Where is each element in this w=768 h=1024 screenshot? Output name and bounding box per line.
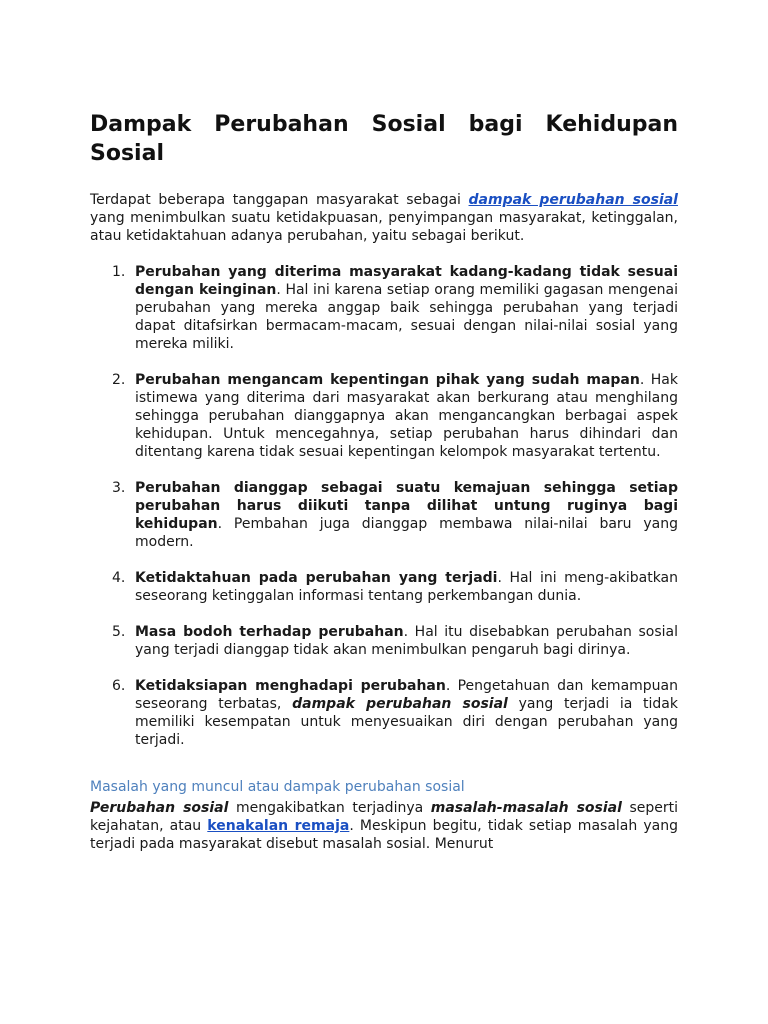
closing-paragraph — [90, 799, 678, 853]
list-item — [112, 677, 678, 749]
closing-text-1: mengakibatkan terjadinya — [228, 800, 431, 816]
document-title — [90, 110, 678, 168]
list-item-heading: Perubahan yang diterima masyarakat kadang-kadang tidak sesuai dengan keinginan — [135, 264, 678, 298]
list-item-text: . Hal ini karena setiap orang memiliki gagasan mengenai perubahan yang mereka anggap baik sehingga perubahan yang terjadi dapat ditafsirkan bermacam-macam, sesuai dengan nilai-nilai sosial yang mereka miliki. — [135, 282, 679, 352]
title-line-1: Dampak Perubahan Sosial bagi Kehidupan — [90, 112, 678, 137]
list-item-number: 2. — [112, 372, 126, 388]
list-item — [112, 623, 678, 659]
closing-emphasis-1: Perubahan sosial — [90, 800, 229, 816]
list-item-text: . Hal itu disebabkan perubahan sosial yang terjadi dianggap tidak akan menimbulkan pengaruh bagi dirinya. — [135, 624, 678, 658]
list-item-emphasis: dampak perubahan sosial — [292, 696, 508, 712]
list-item-number: 3. — [112, 480, 126, 496]
intro-text-before: Terdapat beberapa tanggapan masyarakat sebagai — [90, 192, 469, 208]
list-item-heading: Ketidaktahuan pada perubahan yang terjadi — [135, 570, 498, 586]
list-item-number: 1. — [112, 264, 126, 280]
list-item — [112, 371, 678, 461]
dampak-perubahan-sosial-link[interactable]: dampak perubahan sosial — [468, 192, 678, 208]
closing-text-2: seperti kejahatan, atau — [90, 800, 678, 834]
closing-emphasis-2: masalah-masalah sosial — [430, 800, 622, 816]
intro-text-after: yang menimbulkan suatu ketidakpuasan, penyimpangan masyarakat, ketinggalan, atau ketidaktahuan adanya perubahan, yaitu sebagai berikut. — [90, 210, 678, 244]
list-item-text: . Pembahan juga dianggap membawa nilai-nilai baru yang modern. — [135, 516, 678, 550]
closing-text-3: . Meskipun begitu, tidak setiap masalah yang terjadi pada masyarakat disebut masalah sosial. Menurut — [90, 818, 678, 852]
title-line-2: Sosial — [90, 141, 164, 166]
intro-paragraph — [90, 191, 678, 245]
list-item-number: 6. — [112, 678, 126, 694]
list-item — [112, 263, 679, 353]
list-item-heading: Ketidaksiapan menghadapi perubahan — [135, 678, 446, 694]
list-item — [112, 479, 678, 551]
list-item-heading: Perubahan dianggap sebagai suatu kemajuan sehingga setiap perubahan harus diikuti tanpa dilihat untung ruginya bagi kehidupan — [135, 480, 678, 532]
list-item-heading: Masa bodoh terhadap perubahan — [135, 624, 404, 640]
list-item-text: . Hal ini meng-akibatkan seseorang ketinggalan informasi tentang perkembangan dunia. — [135, 570, 679, 604]
list-item-number: 4. — [112, 570, 126, 586]
impact-list — [90, 263, 678, 749]
kenakalan-remaja-link[interactable]: kenakalan remaja — [207, 818, 350, 834]
list-item-text-before: . Pengetahuan dan kemampuan seseorang terbatas, — [135, 678, 678, 712]
list-item-number: 5. — [112, 624, 126, 640]
section-subheading: Masalah yang muncul atau dampak perubahan sosial — [90, 779, 465, 795]
list-item-text-after: yang terjadi ia tidak memiliki kesempatan untuk menyesuaikan diri dengan perubahan yang terjadi. — [135, 696, 678, 748]
list-item-heading: Perubahan mengancam kepentingan pihak yang sudah mapan — [135, 372, 640, 388]
list-item-text: . Hak istimewa yang diterima dari masyarakat akan berkurang atau menghilang sehingga perubahan dianggapnya akan mengancangkan berbagai aspek kehidupan. Untuk mencegahnya, setiap perubahan harus dihindari dan ditentang karena tidak sesuai kepentingan kelompok masyarakat tertentu. — [135, 372, 678, 460]
list-item — [112, 569, 679, 605]
